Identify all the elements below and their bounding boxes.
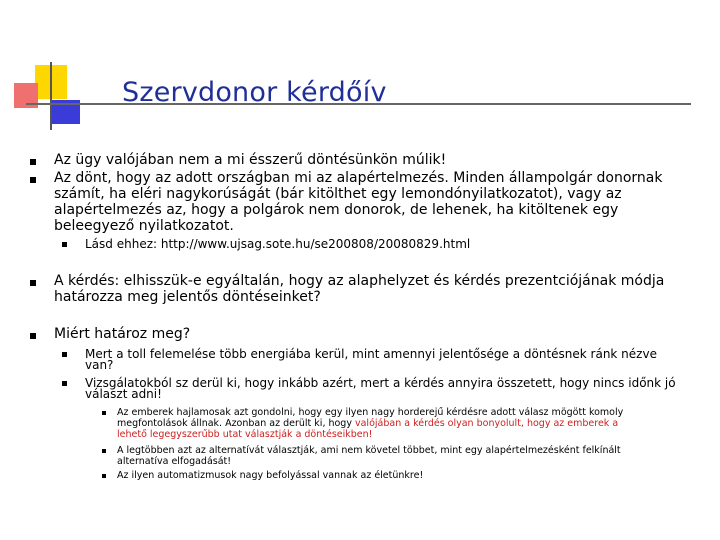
bullet-marker [62, 381, 67, 386]
bullet-marker [30, 333, 36, 339]
bullet-text: számít, ha eléri nagykorúságát (bár kitölthet egy lemondónyilatkozatot), vagy az [54, 186, 622, 202]
sub-sub-bullet-text [117, 418, 618, 429]
bullet-marker [30, 159, 36, 165]
bullet-text: beleegyező nyilatkozatot. [54, 218, 234, 234]
bullet-marker [30, 177, 36, 183]
sub-bullet-text: Vizsgálatokból sz derül ki, hogy inkább azért, mert a kérdés annyira összetett, hogy nincs időnk jó [85, 376, 676, 390]
bullet-marker [102, 411, 106, 415]
bullet-text: Az dönt, hogy az adott országban mi az alapértelmezés. Minden állampolgár donornak [54, 170, 663, 186]
bullet-text: Az ügy valójában nem a mi ésszerű döntésünkön múlik! [54, 152, 447, 168]
slide-title: Szervdonor kérdőív [122, 77, 387, 108]
link-text[interactable]: Lásd ehhez: http://www.ujsag.sote.hu/se200808/20080829.html [85, 237, 471, 251]
bullet-marker [30, 280, 36, 286]
decor-vertical-line [50, 62, 52, 130]
bullet-text: A kérdés: elhisszük-e egyáltalán, hogy az alaphelyzet és kérdés prezentciójának módja [54, 273, 665, 289]
bullet-text: alapértelmezés az, hogy a polgárok nem donorok, de lehenek, ha kitöltenek egy [54, 202, 619, 218]
sub-bullet-text: választ adni! [85, 387, 162, 401]
plain-text: megfontolások állnak. Azonban az derült ki, hogy [117, 418, 355, 429]
sub-bullet-text: van? [85, 358, 114, 372]
bullet-marker [102, 474, 106, 478]
highlight-text: lehető legegyszerűbb utat választják a döntéseikben! [117, 429, 373, 440]
bullet-marker [62, 352, 67, 357]
sub-sub-bullet-text: Az emberek hajlamosak azt gondolni, hogy egy ilyen nagy horderejű kérdésre adott válasz mögött komoly [117, 407, 624, 418]
sub-sub-bullet-text: A legtöbben azt az alternatívát választják, ami nem követel többet, mint egy alapértelmezésként felkínált [117, 445, 621, 456]
sub-sub-bullet-text: Az ilyen automatizmusok nagy befolyással vannak az életünkre! [117, 470, 424, 481]
bullet-marker [102, 449, 106, 453]
bullet-text: Miért határoz meg? [54, 326, 191, 342]
bullet-text: határozza meg jelentős döntéseinket? [54, 289, 321, 305]
highlight-text: valójában a kérdés olyan bonyolult, hogy az emberek a [354, 418, 619, 429]
sub-sub-bullet-text: alternatíva elfogadását! [117, 456, 232, 467]
sub-bullet-text: Mert a toll felemelése több energiába kerül, mint amennyi jelentősége a döntésnek ránk nézve [85, 347, 657, 361]
bullet-marker [62, 242, 67, 247]
